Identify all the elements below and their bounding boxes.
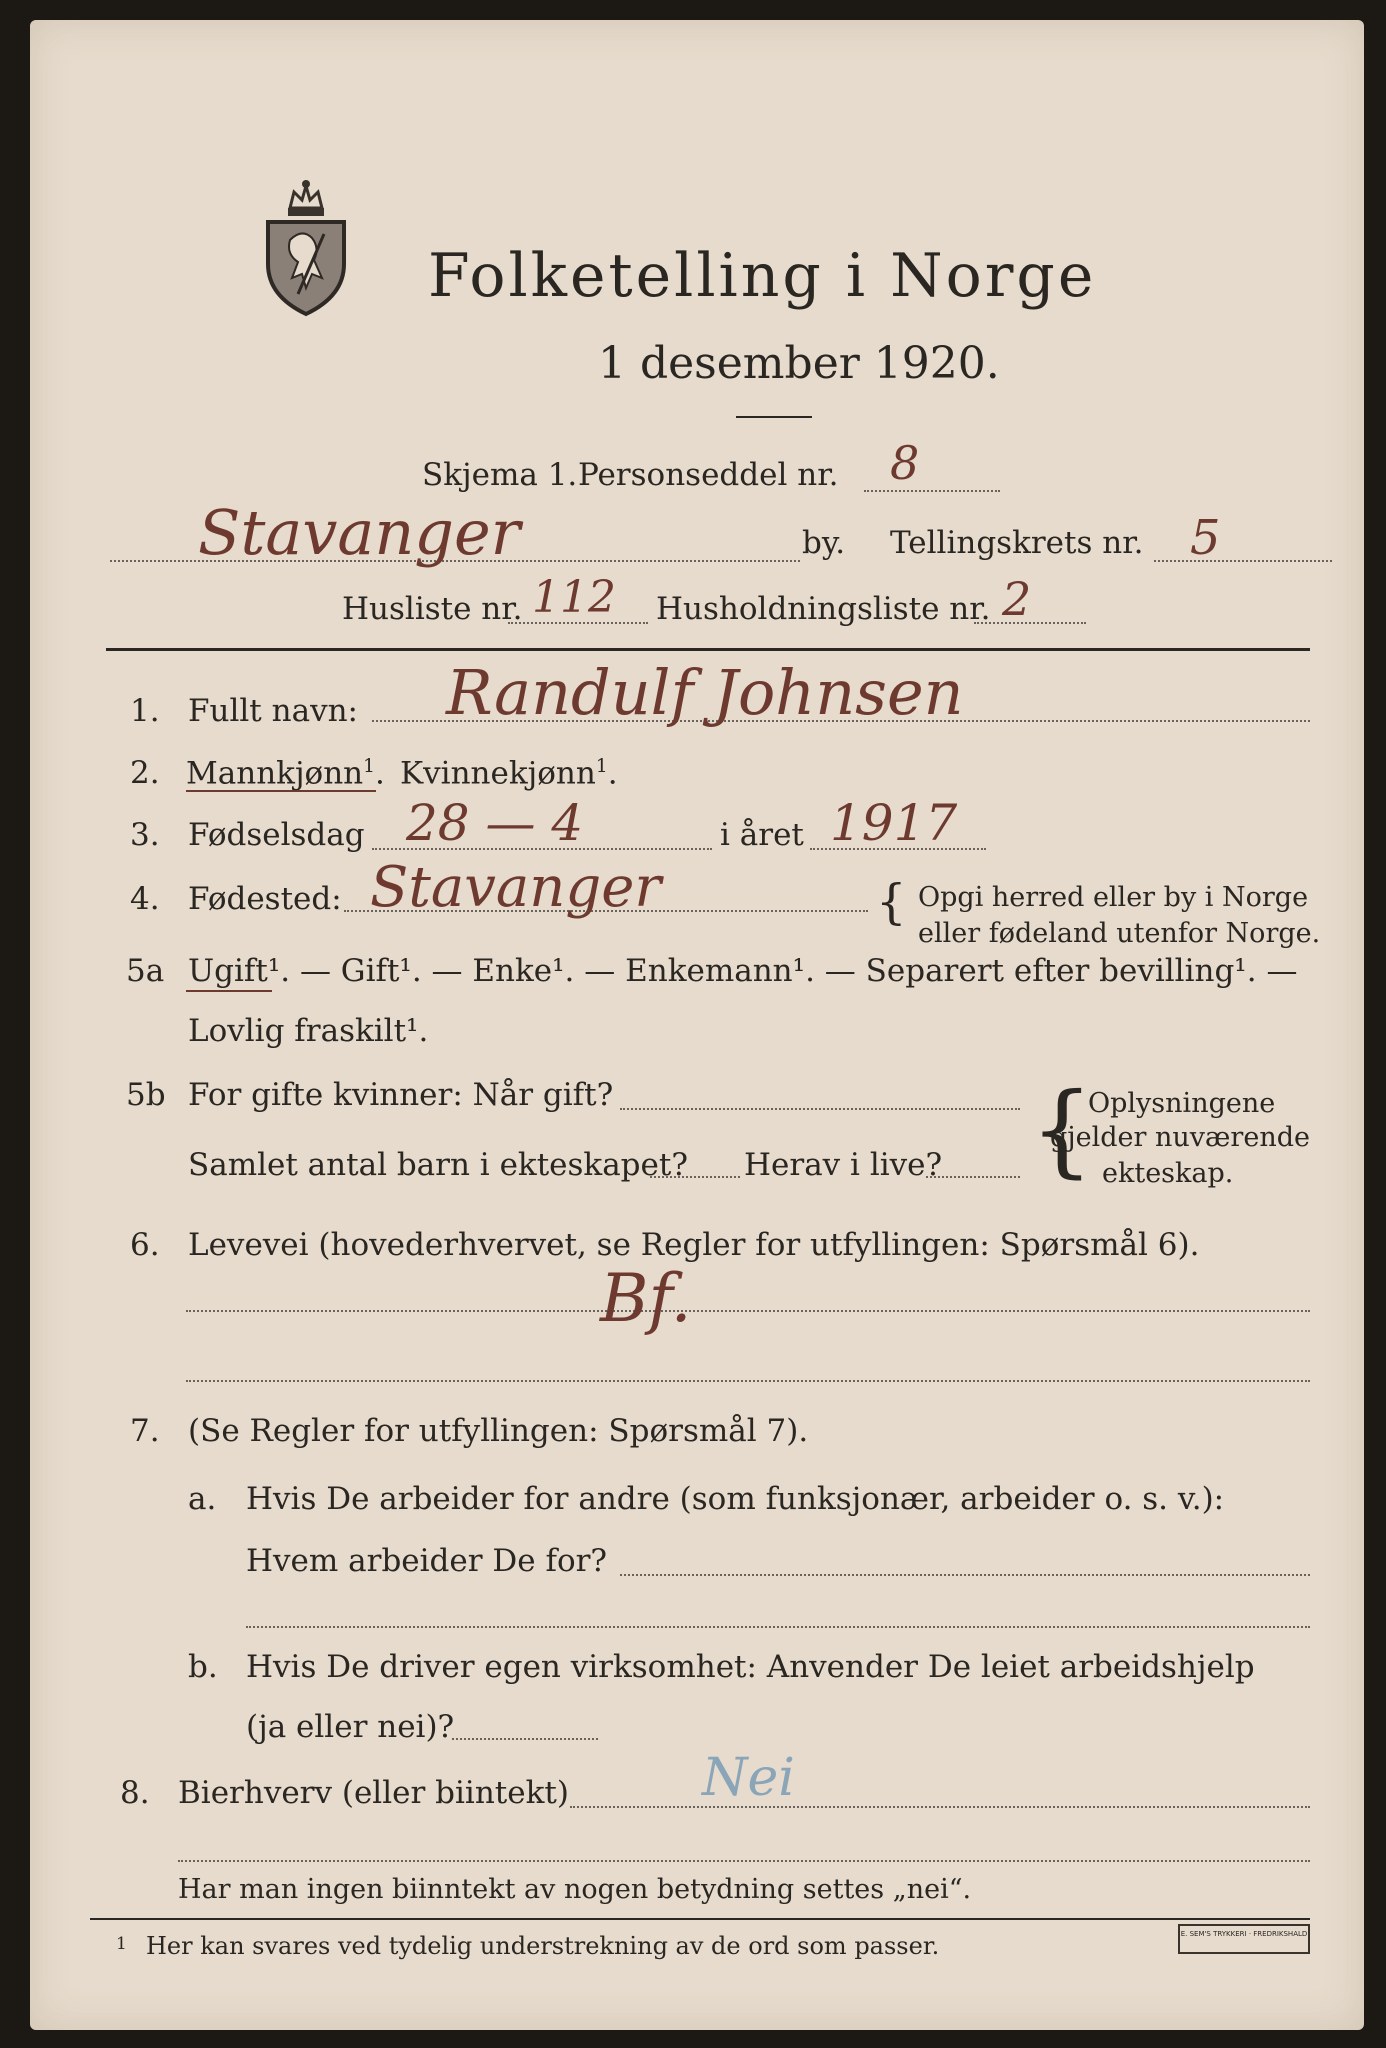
header-rule [106, 648, 1310, 651]
q2-male-underline [186, 790, 376, 792]
q5b-note-line2: gjelder nuværende [1050, 1122, 1310, 1153]
footnote-text: Her kan svares ved tydelig understrekning av de ord som passer. [146, 1932, 940, 1960]
q5b-note-line3: ekteskap. [1102, 1158, 1234, 1189]
q8-value: Nei [702, 1748, 795, 1808]
q8-number: 8. [120, 1775, 150, 1811]
q5b-brace: { [1030, 1071, 1094, 1188]
q3-day-value: 28 — 4 [406, 794, 584, 852]
q5b-alive-label: Herav i live? [744, 1147, 943, 1183]
q6-number: 6. [130, 1227, 160, 1263]
q1-number: 1. [130, 693, 160, 729]
personseddel-label: Personseddel nr. [578, 457, 839, 493]
q4-note-line1: Opgi herred eller by i Norge [918, 882, 1309, 913]
q7a-text: Hvis De arbeider for andre (som funksjonær, arbeider o. s. v.): [246, 1481, 1225, 1517]
q6-line1 [186, 1310, 1310, 1312]
footnote-rule [90, 1918, 1310, 1920]
q7a-question: Hvem arbeider De for? [246, 1543, 608, 1579]
personseddel-line [864, 490, 1000, 492]
form-date: 1 desember 1920. [598, 338, 1000, 389]
q2-female-label: Kvinnekjønn$^1$. [400, 755, 618, 792]
q2-number: 2. [130, 755, 160, 791]
title-divider [736, 416, 812, 418]
q4-note-line2: eller fødeland utenfor Norge. [918, 918, 1321, 949]
tellingskrets-line [1154, 560, 1332, 562]
q5b-note-line1: Oplysningene [1088, 1088, 1276, 1119]
tellingskrets-value: 5 [1190, 510, 1221, 566]
q1-label: Fullt navn: [188, 693, 358, 729]
q5b-children-label: Samlet antal barn i ekteskapet? [188, 1147, 688, 1183]
husholdningsliste-label: Husholdningsliste nr. [656, 591, 991, 627]
form-title: Folketelling i Norge [428, 241, 1097, 311]
q5b-number: 5b [126, 1077, 166, 1113]
by-label: by. [802, 525, 846, 561]
q6-value: Bf. [600, 1260, 692, 1337]
husliste-label: Husliste nr. [342, 591, 523, 627]
q3-year-label: i året [720, 817, 804, 853]
q8-line1 [570, 1806, 1310, 1808]
q5a-line2: Lovlig fraskilt¹. [188, 1013, 429, 1049]
no-income-note: Har man ingen biinntekt av nogen betydning settes „nei“. [178, 1874, 972, 1905]
coat-of-arms-icon [262, 178, 350, 318]
personseddel-value: 8 [890, 436, 920, 490]
tellingskrets-label: Tellingskrets nr. [890, 525, 1144, 561]
q7a-line2 [246, 1626, 1310, 1628]
q5b-when-line [620, 1108, 1020, 1110]
q5a-ugift-underline [186, 990, 272, 992]
city-value: Stavanger [198, 496, 521, 569]
q8-label: Bierhverv (eller biintekt) [178, 1775, 569, 1811]
q5b-children-line [650, 1176, 740, 1178]
printer-stamp: E. SEM'S TRYKKERI · FREDRIKSHALD [1178, 1924, 1310, 1954]
q5b-alive-line [926, 1176, 1020, 1178]
q8-line2 [178, 1860, 1310, 1862]
q7b-question: (ja eller nei)? [246, 1709, 455, 1745]
q7b-letter: b. [188, 1649, 218, 1685]
q3-year-value: 1917 [830, 794, 958, 852]
q4-label: Fødested: [188, 881, 342, 917]
q3-label: Fødselsdag [188, 817, 365, 853]
q4-brace: { [876, 874, 907, 930]
q7-number: 7. [130, 1413, 160, 1449]
q6-line2 [186, 1380, 1310, 1382]
q4-number: 4. [130, 881, 160, 917]
q5a-options: Ugift¹. — Gift¹. — Enke¹. — Enkemann¹. — Separert efter bevilling¹. — [188, 953, 1298, 989]
footnote-mark: 1 [116, 1934, 127, 1954]
q1-value: Randulf Johnsen [446, 656, 964, 729]
q7a-letter: a. [188, 1481, 217, 1517]
q4-value: Stavanger [370, 855, 662, 920]
q2-male-label: Mannkjønn$^1$. [186, 755, 385, 792]
q5a-number: 5a [126, 953, 165, 989]
q5b-label: For gifte kvinner: Når gift? [188, 1077, 614, 1113]
q7-label: (Se Regler for utfyllingen: Spørsmål 7). [188, 1413, 809, 1449]
q3-number: 3. [130, 817, 160, 853]
q6-label: Levevei (hovederhvervet, se Regler for utfyllingen: Spørsmål 6). [188, 1227, 1200, 1263]
schema-label: Skjema 1. [422, 457, 578, 493]
q7a-line1 [620, 1574, 1310, 1576]
census-form-sheet [30, 20, 1364, 2030]
husliste-value: 112 [532, 572, 616, 623]
q7b-text: Hvis De driver egen virksomhet: Anvender De leiet arbeidshjelp [246, 1649, 1255, 1685]
husholdningsliste-value: 2 [1002, 572, 1032, 626]
q7b-line [452, 1738, 598, 1740]
